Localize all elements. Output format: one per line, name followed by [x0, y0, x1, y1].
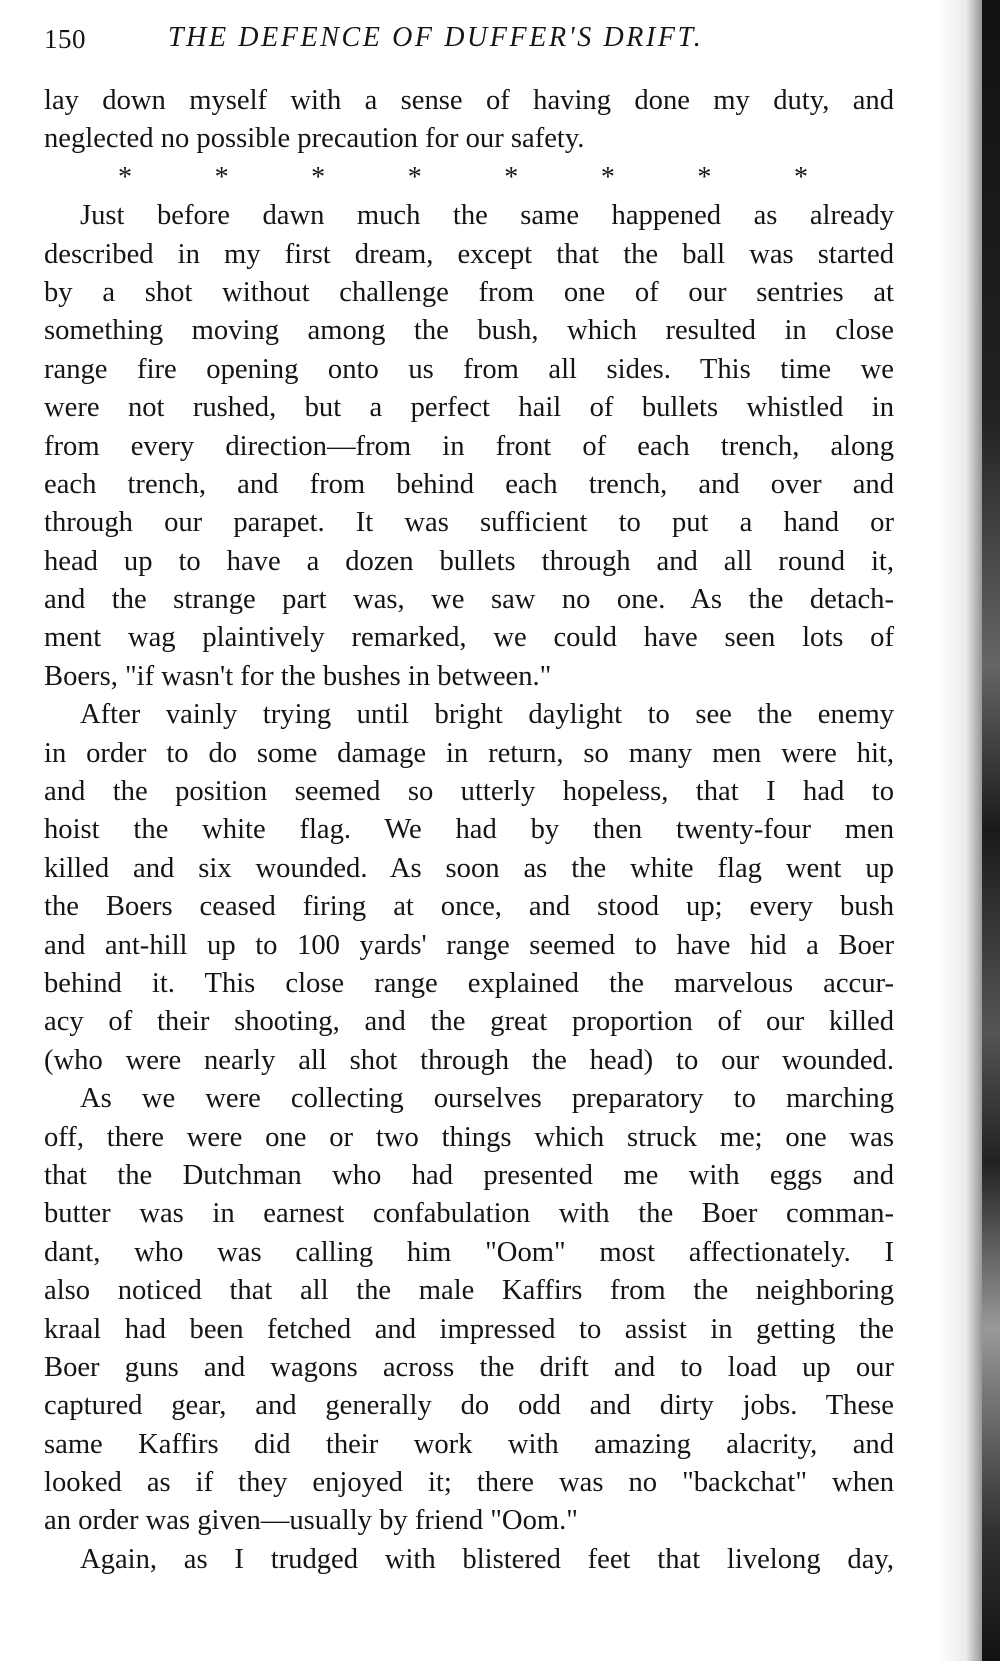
running-title: THE DEFENCE OF DUFFER'S DRIFT. [168, 22, 704, 53]
text-line: by a shot without challenge from one of our sentries at [44, 276, 894, 308]
text-line: butter was in earnest confabulation with the Boer comman- [44, 1198, 894, 1230]
text-line: After vainly trying until bright daylight to see the enemy [80, 699, 894, 731]
scanned-page-binding-edge [982, 0, 1000, 1661]
text-line: hoist the white flag. We had by then twenty-four men [44, 814, 894, 846]
text-line: (who were nearly all shot through the head) to our wounded. [44, 1044, 894, 1076]
separator-star: * [504, 161, 519, 193]
text-line: captured gear, and generally do odd and dirty jobs. These [44, 1390, 894, 1422]
text-line: described in my first dream, except that the ball was started [44, 238, 894, 270]
text-line: and the position seemed so utterly hopeless, that I had to [44, 776, 894, 808]
text-line: behind it. This close range explained the marvelous accur- [44, 967, 894, 999]
text-line: in order to do some damage in return, so many men were hit, [44, 737, 894, 769]
separator-star: * [697, 161, 712, 193]
separator-star: * [600, 161, 615, 193]
text-line: ment wag plaintively remarked, we could have seen lots of [44, 622, 894, 654]
text-line: through our parapet. It was sufficient to put a hand or [44, 507, 894, 539]
text-line: were not rushed, but a perfect hail of bullets whistled in [44, 392, 894, 424]
separator-star: * [407, 161, 422, 193]
separator-star: * [118, 161, 132, 193]
text-line: Just before dawn much the same happened as already [80, 200, 894, 232]
page-number: 150 [44, 24, 86, 54]
text-line: killed and six wounded. As soon as the white flag went up [44, 852, 894, 884]
text-line: and ant-hill up to 100 yards' range seemed to have hid a Boer [44, 929, 894, 961]
text-line: acy of their shooting, and the great proportion of our killed [44, 1006, 894, 1038]
page-header [40, 18, 860, 58]
text-line: same Kaffirs did their work with amazing alacrity, and [44, 1428, 894, 1460]
text-line: looked as if they enjoyed it; there was no "backchat" when [44, 1467, 894, 1499]
text-line: the Boers ceased firing at once, and stood up; every bush [44, 891, 894, 923]
text-line: As we were collecting ourselves preparatory to marching [80, 1083, 894, 1115]
separator-star: * [311, 161, 326, 193]
page-body [44, 82, 894, 1579]
text-line: each trench, and from behind each trench, and over and [44, 468, 894, 500]
text-line: Boers, "if wasn't for the bushes in between." [44, 660, 552, 692]
text-line: kraal had been fetched and impressed to assist in getting the [44, 1313, 894, 1345]
text-line: Again, as I trudged with blistered feet that livelong day, [80, 1543, 894, 1575]
section-separator [118, 159, 808, 197]
text-line: something moving among the bush, which resulted in close [44, 315, 894, 347]
separator-star: * [793, 161, 808, 193]
text-line: head up to have a dozen bullets through and all round it, [44, 545, 894, 577]
text-line: that the Dutchman who had presented me with eggs and [44, 1159, 894, 1191]
text-line: from every direction—from in front of each trench, along [44, 430, 894, 462]
text-line: neglected no possible precaution for our safety. [44, 123, 585, 155]
separator-star: * [214, 161, 229, 193]
text-line: lay down myself with a sense of having done my duty, and [44, 85, 894, 116]
text-line: also noticed that all the male Kaffirs from the neighboring [44, 1275, 894, 1307]
text-line: Boer guns and wagons across the drift and to load up our [44, 1351, 894, 1383]
text-line: and the strange part was, we saw no one. As the detach- [44, 584, 894, 616]
text-line: an order was given—usually by friend "Oom." [44, 1505, 578, 1537]
text-line: dant, who was calling him "Oom" most affectionately. I [44, 1236, 894, 1268]
text-line: off, there were one or two things which struck me; one was [44, 1121, 894, 1153]
text-line: range fire opening onto us from all sides. This time we [44, 353, 894, 385]
